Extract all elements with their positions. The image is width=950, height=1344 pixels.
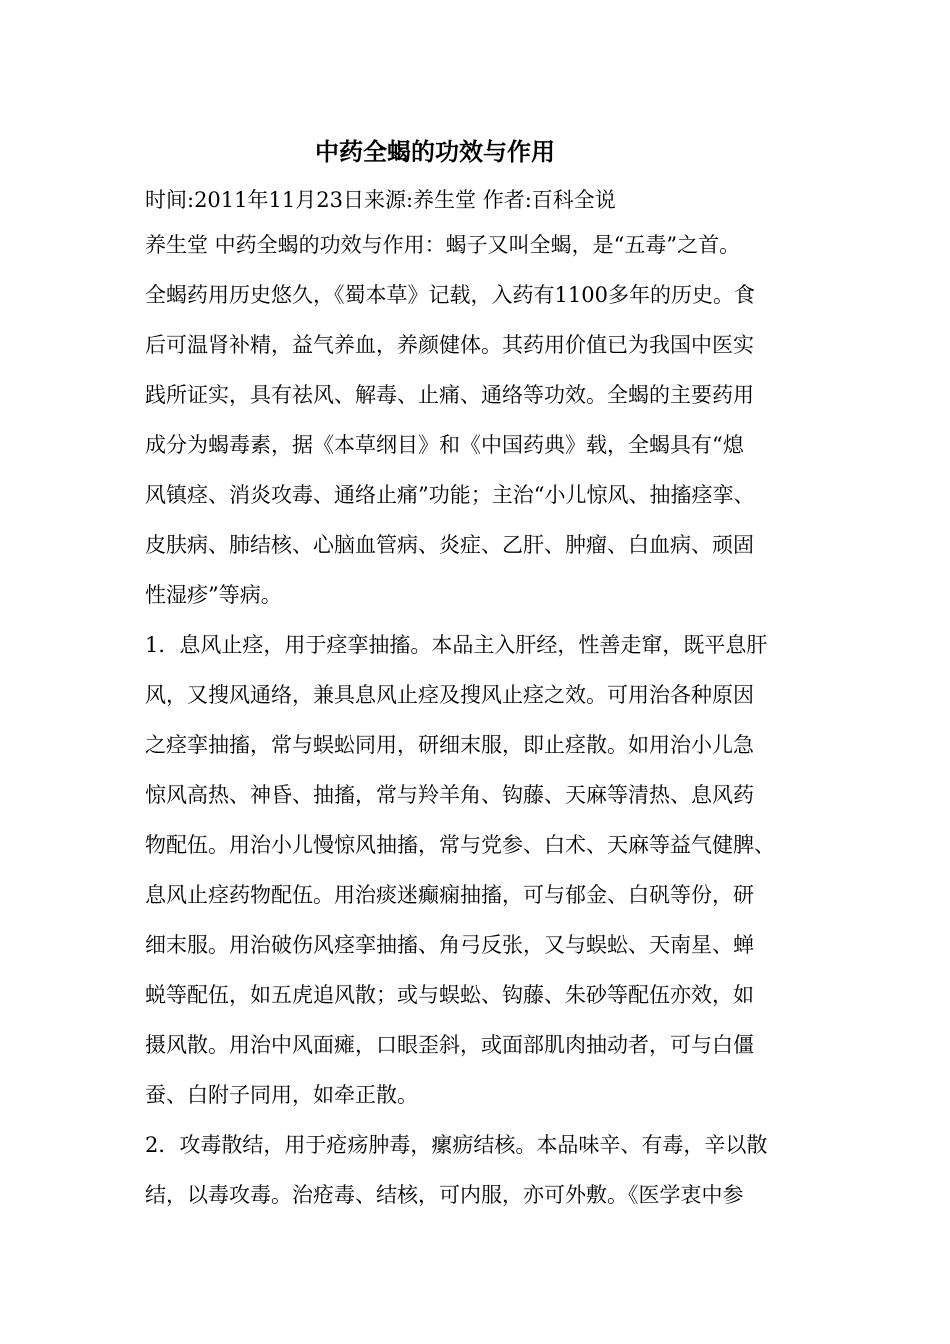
- text-line: 风镇痉、消炎攻毒、通络止痛”功能；主治“小儿惊风、抽搐痉挛、: [145, 483, 755, 507]
- document-title: 中药全蝎的功效与作用: [315, 138, 555, 166]
- text-line: 息风止痉药物配伍。用治痰迷癫痫抽搐，可与郁金、白矾等份，研: [145, 883, 754, 907]
- text-line: 细末服。用治破伤风痉挛抽搐、角弓反张，又与蜈蚣、天南星、蝉: [145, 933, 754, 957]
- text-line: 全蝎药用历史悠久，《蜀本草》记载，入药有1100多年的历史。食: [145, 283, 755, 307]
- text-line: 养生堂 中药全蝎的功效与作用：蝎子又叫全蝎，是“五毒”之首。: [145, 233, 741, 257]
- paragraph-item-2: [145, 1120, 825, 1220]
- text-line: 风，又搜风通络，兼具息风止痉及搜风止痉之效。可用治各种原因: [145, 683, 754, 707]
- text-line: 1．息风止痉，用于痉挛抽搐。本品主入肝经，性善走窜，既平息肝: [145, 633, 768, 657]
- text-line: 物配伍。用治小儿慢惊风抽搐，常与党参、白术、天麻等益气健脾、: [145, 833, 775, 857]
- text-line: 后可温肾补精，益气养血，养颜健体。其药用价值已为我国中医实: [145, 333, 754, 357]
- text-line: 2．攻毒散结，用于疮疡肿毒，瘰疬结核。本品味辛、有毒，辛以散: [145, 1133, 768, 1157]
- text-line: 摄风散。用治中风面瘫，口眼歪斜，或面部肌肉抽动者，可与白僵: [145, 1033, 754, 1057]
- text-line: 蜕等配伍，如五虎追风散；或与蜈蚣、钩藤、朱砂等配伍亦效，如: [145, 983, 754, 1007]
- meta-line: 时间:2011年11月23日来源:养生堂 作者:百科全说: [145, 188, 616, 212]
- document-body: [145, 180, 825, 1220]
- paragraph-intro: [145, 220, 825, 620]
- text-line: 成分为蝎毒素，据《本草纲目》和《中国药典》载，全蝎具有“熄: [145, 433, 744, 457]
- text-line: 皮肤病、肺结核、心脑血管病、炎症、乙肝、肿瘤、白血病、顽固: [145, 533, 754, 557]
- text-line: 之痉挛抽搐，常与蜈蚣同用，研细末服，即止痉散。如用治小儿急: [145, 733, 754, 757]
- text-line: 结，以毒攻毒。治疮毒、结核，可内服，亦可外敷。《医学衷中参: [145, 1183, 744, 1207]
- text-line: 性湿疹”等病。: [145, 583, 282, 607]
- text-line: 惊风高热、神昏、抽搐，常与羚羊角、钩藤、天麻等清热、息风药: [145, 783, 754, 807]
- text-line: 践所证实，具有祛风、解毒、止痛、通络等功效。全蝎的主要药用: [145, 383, 754, 407]
- paragraph-item-1: [145, 620, 825, 1120]
- text-line: 蚕、白附子同用，如牵正散。: [145, 1083, 418, 1107]
